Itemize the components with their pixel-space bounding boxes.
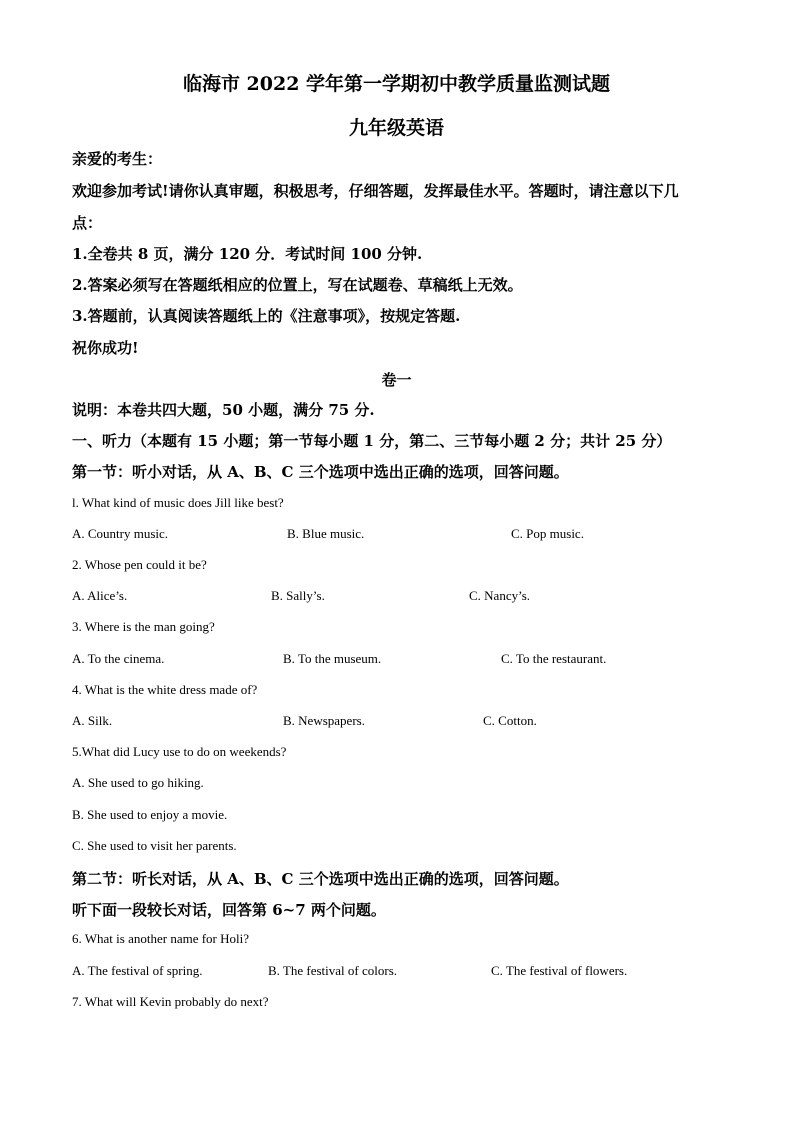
q5-option-c: C. She used to visit her parents. bbox=[72, 838, 237, 853]
question-7: 7. What will Kevin probably do next? bbox=[72, 994, 269, 1009]
q1-option-c: C. Pop music. bbox=[511, 526, 584, 541]
part1-heading: 一、听力（本题有 15 小题；第一节每小题 1 分，第二、三节每小题 2 分；共计 25 分） bbox=[72, 432, 672, 450]
question-1: l. What kind of music does Jill like best? bbox=[72, 495, 284, 510]
greeting: 亲爱的考生： bbox=[72, 150, 163, 168]
welcome-line-2: 点： bbox=[72, 214, 103, 232]
q3-option-c: C. To the restaurant. bbox=[501, 651, 607, 666]
question-5: 5.What did Lucy use to do on weekends? bbox=[72, 744, 287, 759]
q4-option-a: A. Silk. bbox=[72, 713, 113, 728]
welcome-line-1: 欢迎参加考试!请你认真审题，积极思考，仔细答题，发挥最佳水平。答题时，请注意以下几 bbox=[72, 182, 679, 200]
q6-option-c: C. The festival of flowers. bbox=[491, 963, 628, 978]
section2-instruction: 听下面一段较长对话，回答第 6~7 两个问题。 bbox=[72, 901, 386, 919]
q3-option-a: A. To the cinema. bbox=[72, 651, 165, 666]
question-3: 3. Where is the man going? bbox=[72, 619, 215, 634]
question-4: 4. What is the white dress made of? bbox=[72, 682, 258, 697]
q1-option-b: B. Blue music. bbox=[287, 526, 365, 541]
question-2: 2. Whose pen could it be? bbox=[72, 557, 207, 572]
note-2: 2.答案必须写在答题纸相应的位置上，写在试题卷、草稿纸上无效。 bbox=[72, 276, 523, 294]
q2-option-c: C. Nancy’s. bbox=[469, 588, 531, 603]
q2-option-a: A. Alice’s. bbox=[72, 588, 128, 603]
q1-option-a: A. Country music. bbox=[72, 526, 169, 541]
wish-text: 祝你成功! bbox=[72, 339, 139, 357]
section1-heading: 第一节：听小对话，从 A、B、C 三个选项中选出正确的选项，回答问题。 bbox=[72, 463, 569, 481]
question-6: 6. What is another name for Holi? bbox=[72, 931, 250, 946]
volume-label: 卷一 bbox=[381, 371, 412, 389]
q6-option-b: B. The festival of colors. bbox=[268, 963, 398, 978]
q4-option-c: C. Cotton. bbox=[483, 713, 537, 728]
q2-option-b: B. Sally’s. bbox=[271, 588, 325, 603]
q4-option-b: B. Newspapers. bbox=[283, 713, 365, 728]
volume-explanation: 说明：本卷共四大题，50 小题，满分 75 分. bbox=[72, 401, 375, 419]
note-3: 3.答题前，认真阅读答题纸上的《注意事项》，按规定答题. bbox=[72, 307, 461, 325]
q6-option-a: A. The festival of spring. bbox=[72, 963, 203, 978]
q3-option-b: B. To the museum. bbox=[283, 651, 382, 666]
section2-heading: 第二节：听长对话，从 A、B、C 三个选项中选出正确的选项，回答问题。 bbox=[72, 870, 569, 888]
exam-subtitle: 九年级英语 bbox=[348, 117, 444, 139]
note-1: 1.全卷共 8 页，满分 120 分．考试时间 100 分钟. bbox=[72, 245, 423, 263]
q5-option-b: B. She used to enjoy a movie. bbox=[72, 807, 228, 822]
exam-title: 临海市 2022 学年第一学期初中教学质量监测试题 bbox=[182, 73, 611, 95]
q5-option-a: A. She used to go hiking. bbox=[72, 775, 204, 790]
